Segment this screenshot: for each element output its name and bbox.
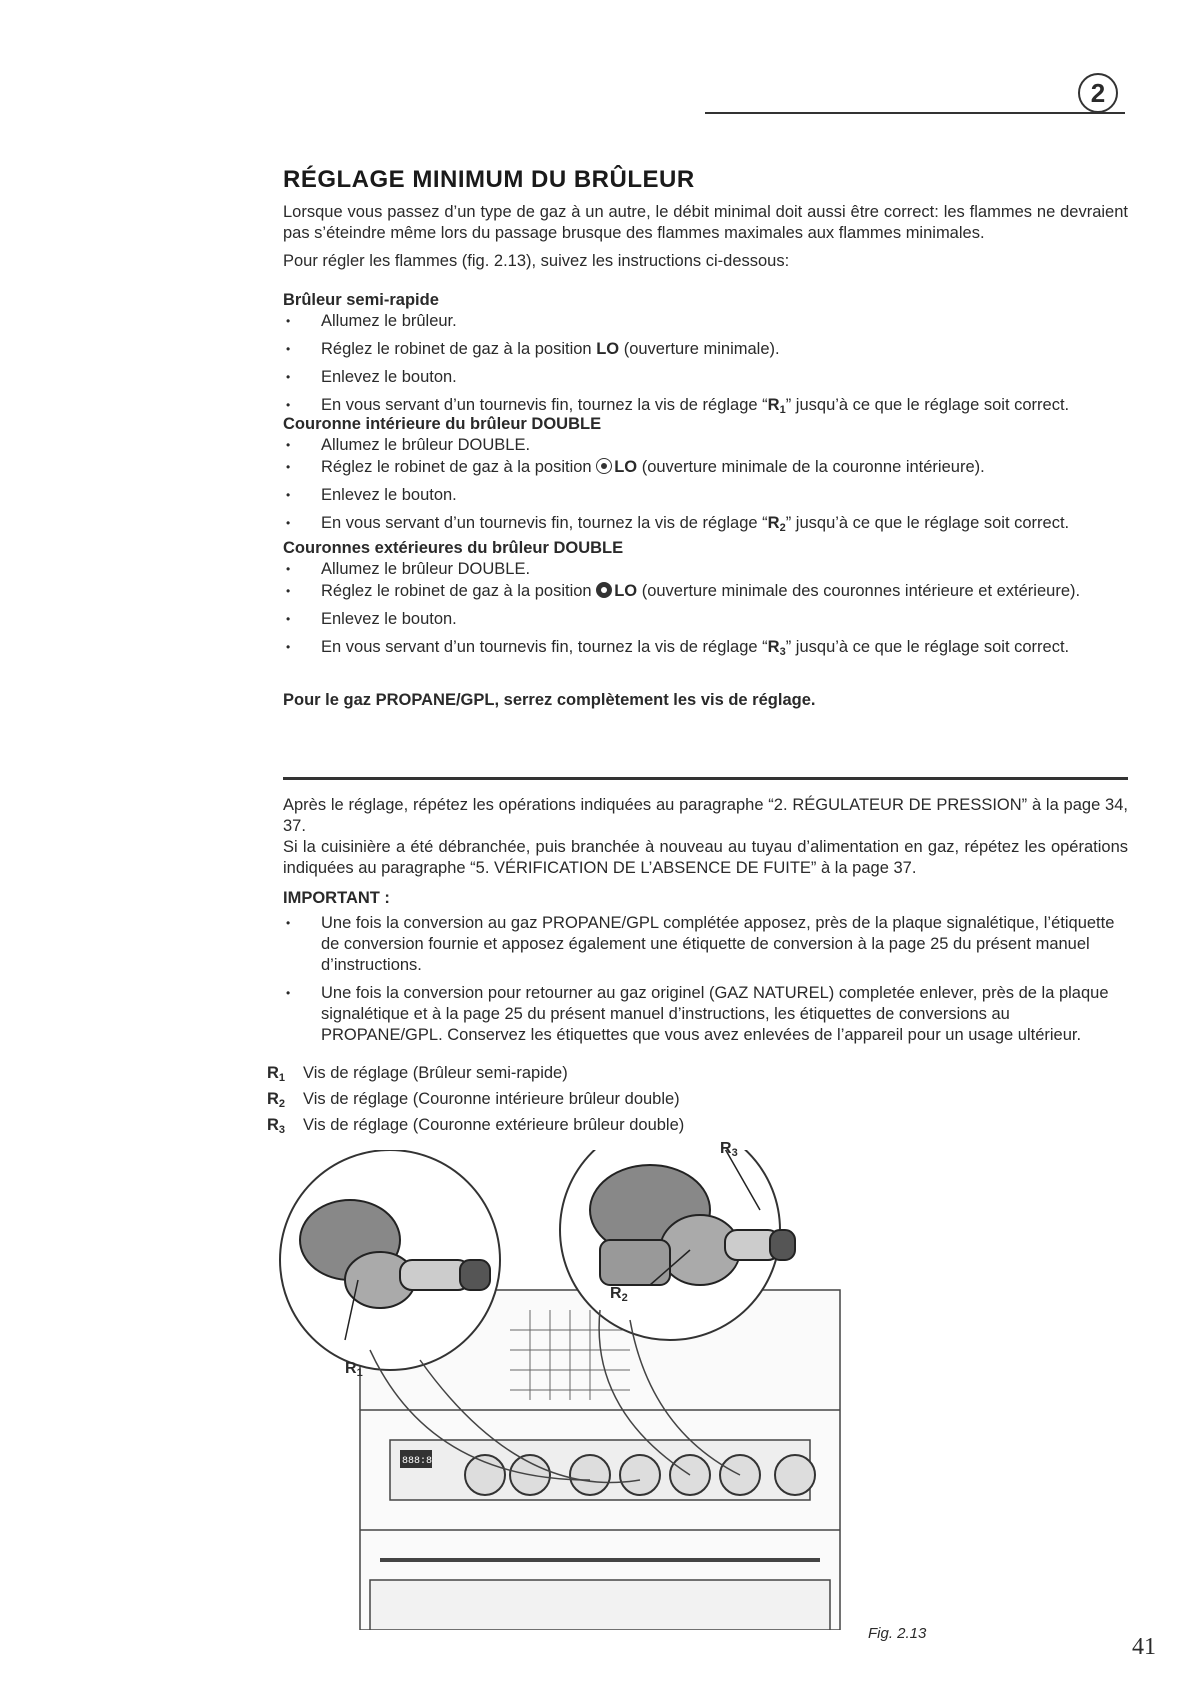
step-text: (ouverture minimale). <box>619 340 780 358</box>
screw-subscript: 2 <box>779 522 786 534</box>
step-item <box>283 435 1128 456</box>
chapter-rule <box>705 112 1125 114</box>
section-divider <box>283 777 1128 780</box>
step-item <box>283 609 1128 630</box>
step-text: Réglez le robinet de gaz à la position <box>321 340 597 358</box>
step-item <box>283 637 1128 663</box>
step-text: En vous servant d’un tournevis fin, tournez la vis de réglage “ <box>321 396 768 414</box>
step-text: ” jusqu’à ce que le réglage soit correct. <box>785 638 1070 656</box>
propane-note: Pour le gaz PROPANE/GPL, serrez complètement les vis de réglage. <box>283 691 816 709</box>
after-paragraph-2: Si la cuisinière a été débranchée, puis branchée à nouveau au tuyau d’alimentation en gaz, répétez les opérations indiquées au paragraphe “5. VÉRIFICATION DE L’ABSENCE DE FUITE” à la page 37. <box>283 838 1128 877</box>
zoom-circle-left <box>280 1150 500 1370</box>
important-item: • Une fois la conversion au gaz PROPANE/GPL complétée apposez, près de la plaque signalétique, l’étiquette de conversion fournie et apposez également une étiquette de conversion à la page 25 du présent manuel d’instructions. <box>283 913 1128 976</box>
legend-row-r3 <box>267 1115 684 1141</box>
step-text: Enlevez le bouton. <box>321 368 457 386</box>
group-couronne-interieure <box>283 414 1128 546</box>
step-text: En vous servant d’un tournevis fin, tournez la vis de réglage “ <box>321 638 768 656</box>
legend-code: $R_1$ <box>267 1064 286 1084</box>
callout-r3: $R_3$ <box>720 1140 738 1159</box>
legend-row-r1 <box>267 1063 568 1089</box>
step-item <box>283 311 1128 332</box>
section-title: RÉGLAGE MINIMUM DU BRÛLEUR <box>283 166 695 193</box>
callout-r2: $R_2$ <box>610 1285 628 1304</box>
figure-2-13 <box>270 1140 950 1630</box>
group-heading: Couronne intérieure du brûleur DOUBLE <box>283 415 602 433</box>
group-heading: Couronnes extérieures du brûleur DOUBLE <box>283 539 624 557</box>
step-text: ” jusqu’à ce que le réglage soit correct. <box>785 514 1070 532</box>
callout-r1: $R_1$ <box>345 1360 363 1379</box>
legend-text: Vis de réglage (Brûleur semi-rapide) <box>303 1064 568 1082</box>
step-text: Allumez le brûleur. <box>321 312 457 330</box>
cooker-illustration <box>270 1150 950 1630</box>
position-label: LO <box>614 582 638 600</box>
legend-code: $R_3$ <box>267 1116 286 1136</box>
after-adjustment-block <box>283 795 1128 1053</box>
step-item <box>283 559 1128 580</box>
screw-code: R <box>767 514 780 532</box>
step-text: Allumez le brûleur DOUBLE. <box>321 560 531 578</box>
group-semi-rapide <box>283 290 1128 428</box>
legend-text: Vis de réglage (Couronne extérieure brûleur double) <box>303 1116 685 1134</box>
screw-code: R <box>767 396 780 414</box>
step-item <box>283 513 1128 539</box>
after-paragraph-1: Après le réglage, répétez les opérations indiquées au paragraphe “2. RÉGULATEUR DE PRESSION” à la page 34, 37. <box>283 796 1128 835</box>
knob-outer-ring-icon <box>596 582 612 598</box>
position-label: LO <box>596 340 620 358</box>
page-number: 41 <box>1132 1634 1156 1660</box>
step-item <box>283 367 1128 388</box>
intro-block <box>283 202 1128 272</box>
step-item <box>283 581 1128 602</box>
step-text: En vous servant d’un tournevis fin, tournez la vis de réglage “ <box>321 514 768 532</box>
position-label: LO <box>614 458 638 476</box>
step-item <box>283 485 1128 506</box>
intro-instruction: Pour régler les flammes (fig. 2.13), suivez les instructions ci-dessous: <box>283 252 790 270</box>
step-text: ” jusqu’à ce que le réglage soit correct. <box>785 396 1070 414</box>
step-text: Enlevez le bouton. <box>321 610 457 628</box>
step-item <box>283 457 1128 478</box>
display-text: 888:8 <box>402 1456 433 1467</box>
knob-inner-ring-icon <box>596 458 612 474</box>
chapter-number-badge: 2 <box>1078 73 1118 113</box>
step-text: Réglez le robinet de gaz à la position <box>321 458 597 476</box>
step-text: Réglez le robinet de gaz à la position <box>321 582 597 600</box>
screw-subscript: 1 <box>779 404 786 416</box>
step-text: (ouverture minimale des couronnes intérieure et extérieure). <box>637 582 1081 600</box>
step-text: (ouverture minimale de la couronne intérieure). <box>637 458 985 476</box>
screw-subscript: 3 <box>779 646 786 658</box>
step-item <box>283 339 1128 360</box>
legend-code: $R_2$ <box>267 1090 286 1110</box>
legend-row-r2 <box>267 1089 680 1115</box>
group-couronnes-exterieures <box>283 538 1128 670</box>
important-item: • Une fois la conversion pour retourner au gaz originel (GAZ NATUREL) completée enlever, près de la plaque signalétique et à la page 25 du présent manuel d’instructions, les étiquettes de conversions au PROPANE/GPL. Conservez les étiquettes que vous avez enlevées de l’appareil pour un usage ultérieur. <box>283 983 1128 1046</box>
important-heading: IMPORTANT : <box>283 889 390 907</box>
figure-caption: Fig. 2.13 <box>868 1625 927 1642</box>
step-text: Allumez le brûleur DOUBLE. <box>321 436 531 454</box>
group-heading: Brûleur semi-rapide <box>283 291 439 309</box>
intro-paragraph: Lorsque vous passez d’un type de gaz à un autre, le débit minimal doit aussi être correct: les flammes ne devraient pas s’éteindre même lors du passage brusque des flammes maximales aux flammes minimales. <box>283 203 1128 242</box>
propane-note-block <box>283 690 1128 711</box>
screw-code: R <box>767 638 780 656</box>
step-text: Enlevez le bouton. <box>321 486 457 504</box>
legend-text: Vis de réglage (Couronne intérieure brûleur double) <box>303 1090 680 1108</box>
